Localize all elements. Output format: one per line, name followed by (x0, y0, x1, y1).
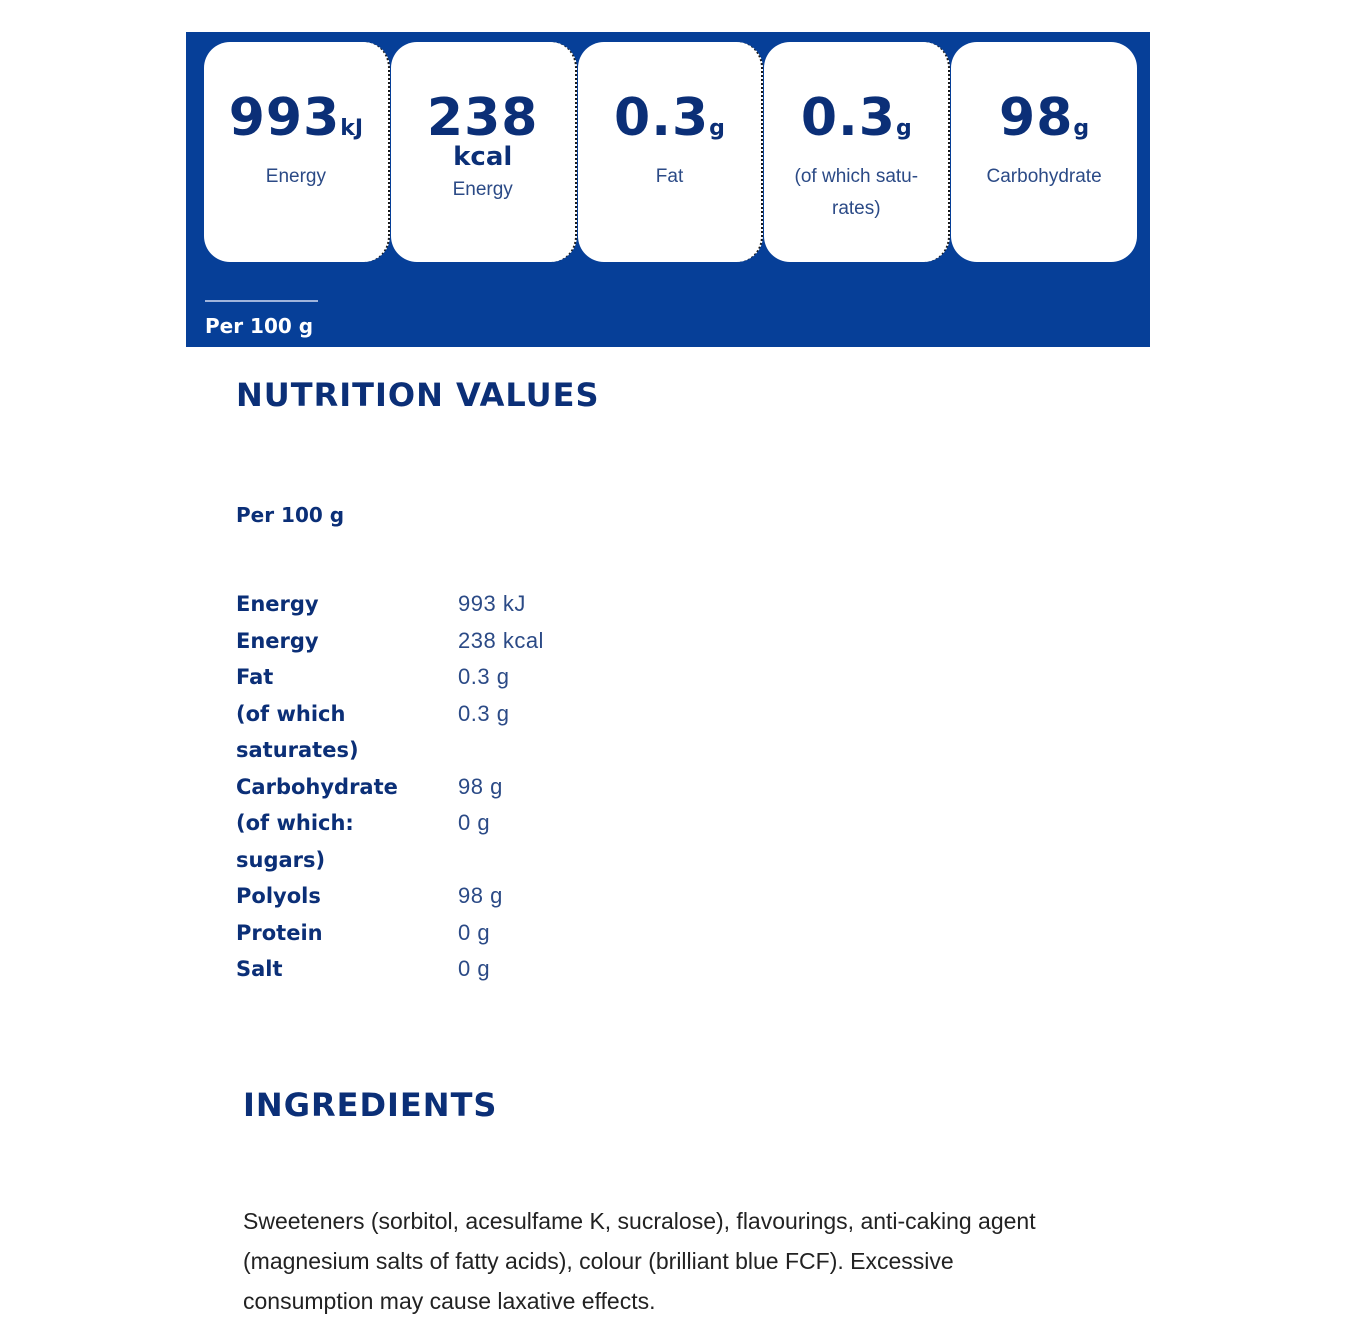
nutrient-value: 993 kJ (458, 591, 526, 616)
nutrient-name: Carbohydrate (236, 774, 398, 799)
banner-per-label: Per 100 g (205, 314, 314, 338)
nutrient-value: 98 g (458, 883, 503, 908)
nutrient-name: Energy (236, 592, 319, 616)
energy-kj-card (204, 42, 390, 262)
nutrition-title: NUTRITION VALUES (236, 376, 600, 414)
card-label: Energy (265, 166, 326, 187)
nutrient-value: 98 g (458, 773, 503, 799)
nutrient-name: (of which saturates) (236, 701, 359, 762)
carbohydrate-card (951, 42, 1137, 262)
nutrient-name: Energy (236, 628, 319, 653)
nutrient-name: (of which: sugars) (236, 811, 354, 872)
ingredients-text: Sweeteners (sorbitol, acesulfame K, sucralose), flavourings, anti-caking agent (magnesium salts of fatty acids), colour (brilliant blue FCF). Excessive consumption may cause laxative effects. (243, 1208, 1036, 1314)
card-unit: kJ (340, 116, 364, 141)
table-row (236, 623, 544, 660)
table-row (236, 659, 544, 696)
card-value: 98g (999, 88, 1090, 148)
table-row (236, 805, 544, 878)
card-value: 0.3g (800, 88, 912, 148)
ingredients-title: INGREDIENTS (243, 1086, 498, 1124)
card-value: 0.3g (614, 88, 725, 148)
table-row (236, 586, 544, 623)
table-row (236, 769, 544, 806)
nutrition-per-label: Per 100 g (236, 503, 345, 527)
card-label: Fat (655, 166, 684, 187)
nutrient-value: 0 g (458, 919, 491, 945)
nutrient-name: Fat (236, 665, 274, 689)
nutrient-value: 0.3 g (458, 700, 510, 726)
card-value: 238 (426, 88, 539, 148)
card-unit: kcal (453, 142, 513, 172)
card-label: Carbohydrate (986, 166, 1102, 187)
card-unit: g (709, 116, 725, 141)
nutrient-value: 0.3 g (458, 664, 510, 689)
nutrition-cards (204, 42, 1138, 262)
nutrient-value: 0 g (458, 956, 491, 981)
card-value: 993kJ (228, 88, 364, 148)
divider (205, 300, 318, 302)
nutrition-banner (186, 32, 1150, 347)
nutrition-table (236, 586, 544, 988)
card-unit: g (1073, 116, 1090, 141)
table-row (236, 696, 544, 769)
energy-kcal-card (391, 42, 577, 262)
table-row (236, 878, 544, 915)
nutrient-name: Salt (236, 957, 283, 981)
card-unit: g (895, 116, 912, 141)
nutrient-name: Polyols (236, 884, 321, 908)
nutrient-value: 238 kcal (458, 627, 544, 653)
saturates-card (764, 42, 950, 262)
card-label: (of which satu-rates) (794, 166, 919, 219)
fat-card (578, 42, 764, 262)
table-row (236, 951, 544, 988)
table-row (236, 915, 544, 952)
nutrient-name: Protein (236, 920, 323, 945)
card-label: Energy (452, 179, 513, 200)
nutrient-value: 0 g (458, 810, 491, 835)
